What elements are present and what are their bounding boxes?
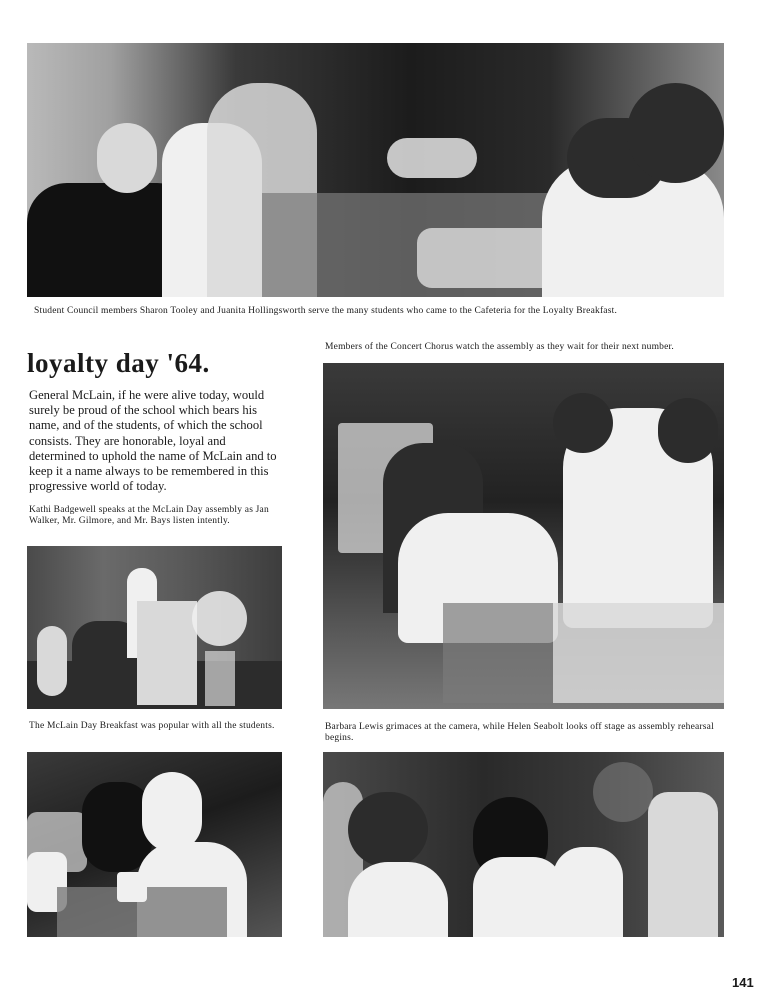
- page-title: loyalty day '64.: [27, 348, 210, 378]
- breakfast-photo-caption: The McLain Day Breakfast was popular with all the students.: [29, 721, 275, 731]
- cafeteria-serving-photo: [27, 43, 724, 297]
- breakfast-table-photo: [27, 752, 282, 937]
- rehearsal-photo-caption: Barbara Lewis grimaces at the camera, while Helen Seabolt looks off stage as assembly rehearsal begins.: [325, 722, 714, 743]
- speaker-photo-caption: Kathi Badgewell speaks at the McLain Day assembly as Jan Walker, Mr. Gilmore, and Mr. Bays listen intently.: [29, 505, 269, 526]
- assembly-speaker-photo: [27, 546, 282, 709]
- top-photo-caption: Student Council members Sharon Tooley and Juanita Hollingsworth serve the many students who came to the Cafeteria for the Loyalty Breakfast.: [34, 306, 618, 316]
- page-number: 141: [732, 975, 754, 990]
- concert-chorus-photo: [323, 363, 724, 709]
- rehearsal-crowd-photo: [323, 752, 724, 937]
- chorus-photo-caption: Members of the Concert Chorus watch the assembly as they wait for their next number.: [325, 342, 674, 352]
- article-body: General McLain, if he were alive today, would surely be proud of the school which bears his name, and of the students, of which the school consists. They are honorable, loyal and determined to uphold the name of McLain and to keep it a name always to be remembered in this progressive world of today.: [29, 388, 277, 494]
